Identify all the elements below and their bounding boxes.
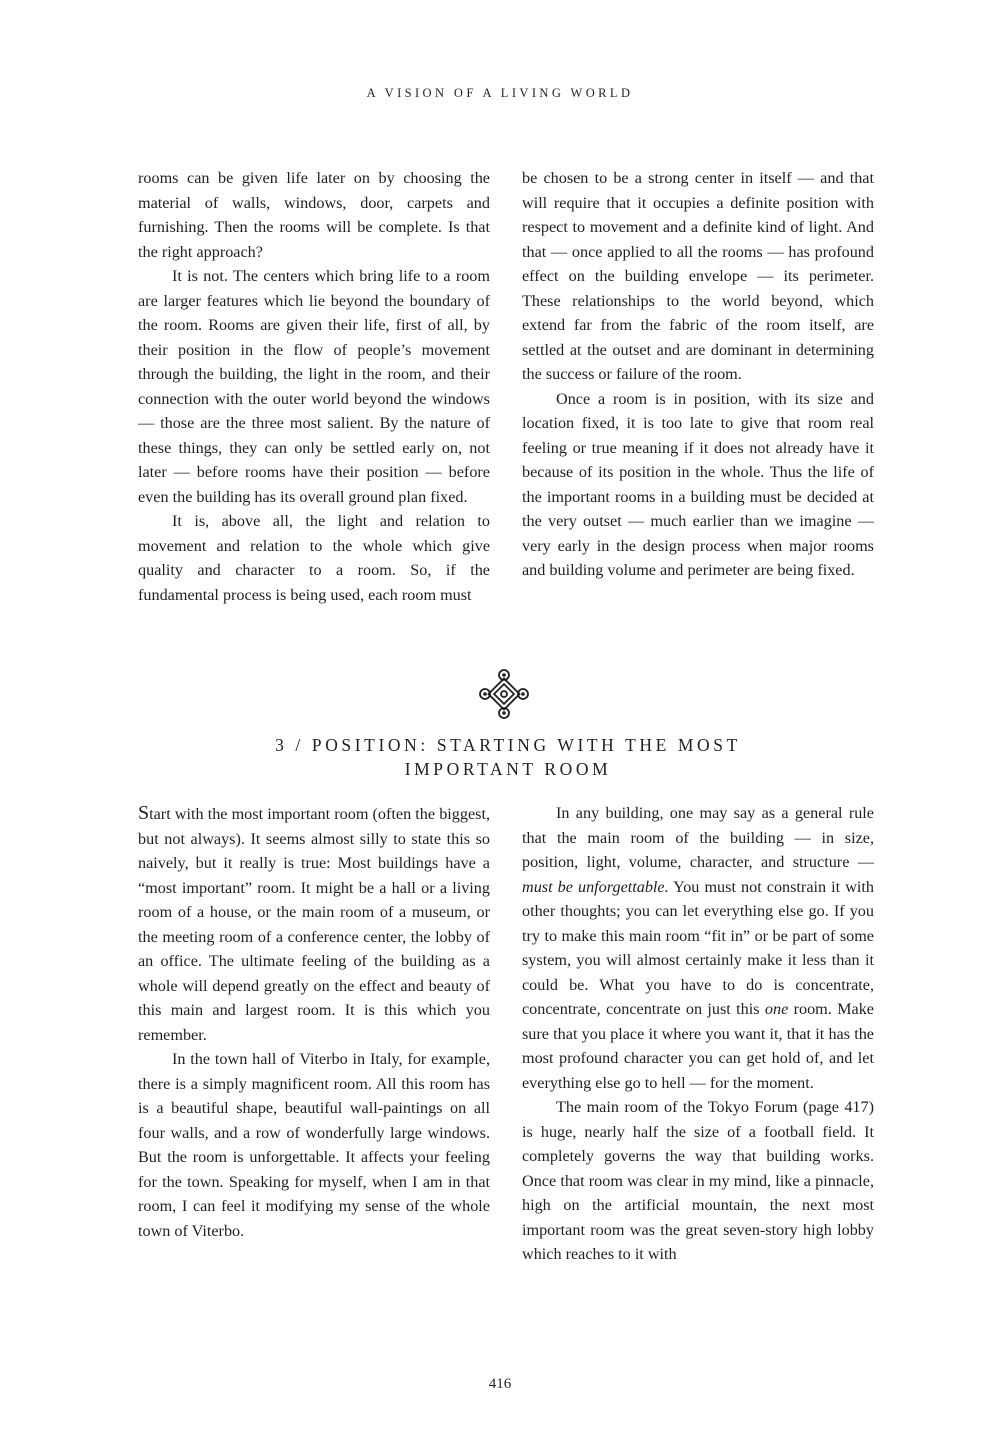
paragraph: rooms can be given life later on by choosing the material of walls, windows, door, carpets and furnishing. Then the rooms will be complete. Is that the right approach? [138,169,490,261]
paragraph: It is, above all, the light and relation to movement and relation to the whole which give quality and character to a room. So, if the fundamental process is being used, each room must [138,512,490,604]
paragraph: be chosen to be a strong center in itself — and that will require that it occupies a definite position with respect to movement and a definite kind of light. And that — once applied to all the rooms — has profound effect on the building envelope — its perimeter. These relationships to the world beyond, which extend far from the fabric of the room itself, are settled at the outset and are dominant in determining the success or failure of the room. [522,169,874,383]
top-right-column [522,166,874,583]
paragraph: It is not. The centers which bring life to a room are larger features which lie beyond the boundary of the room. Rooms are given their life, first of all, by their position in the flow of people’s movement through the building, the light in the room, and their connection with the outer world beyond the windows — those are the three most salient. By the nature of these things, they can only be settled early on, not later — before rooms have their position — before even the building has its overall ground plan fixed. [138,267,490,506]
paragraph [522,801,874,1095]
text-run: room. Make sure that you place it where you want it, that it has the most profound character you can get hold of, and let everything else go to hell — for the moment. [522,1000,874,1092]
bottom-right-column [522,801,874,1267]
text-run: You must not constrain it with other thoughts; you can let everything else go. If you try to make this main room “fit in” or be part of some system, you will almost certainly make it less than it could be. What you have to do is concentrate, concentrate, concentrate on just this [522,877,875,1018]
page-number: 416 [488,1376,512,1392]
top-left-column [138,166,490,607]
paragraph: The main room of the Tokyo Forum (page 417) is huge, nearly half the size of a football field. It completely governs the way that building works. Once that room was clear in my mind, like a pinnacle, high on the artificial mountain, the next most important room was the great seven-story high lobby which reaches to it with [522,1098,874,1263]
paragraph [138,801,490,1047]
emphasis: must be unforgettable. [522,877,669,896]
running-head: A VISION OF A LIVING WORLD [366,86,634,100]
emphasis: one [764,1000,789,1018]
bottom-left-column [138,801,490,1243]
section-title-line: 3 / POSITION: STARTING WITH THE MOST [275,735,741,755]
section-title [150,733,866,781]
drop-cap: S [138,802,150,824]
text-run: In any building, one may say as a general rule that the main room of the building — in size, position, light, volume, character, and structure — [522,804,874,871]
paragraph: Once a room is in position, with its size and location fixed, it is too late to give that room real feeling or true meaning if it does not already have it because of its position in the whole. Thus the life of the important rooms in a building must be decided at the very outset — much earlier than we imagine — very early in the design process when major rooms and building volume and perimeter are being fixed. [522,389,874,579]
paragraph: In the town hall of Viterbo in Italy, for example, there is a simply magnificent room. All this room has is a beautiful shape, beautiful wall-paintings on all four walls, and a row of wonderfully large windows. But the room is unforgettable. It affects your feeling for the town. Speaking for myself, when I am in that room, I can feel it modifying my sense of the whole town of Viterbo. [138,1050,490,1240]
quatrefoil-ornament-icon [478,668,530,720]
section-title-line: IMPORTANT ROOM [404,759,612,779]
paragraph-text: tart with the most important room (often the biggest, but not always). It seems almost silly to state this so naively, but it really is true: Most buildings have a “most important” room. It might be a hall or a living room of a house, or the main room of a museum, or the meeting room of a conference center, the lobby of an office. The ultimate feeling of the building as a whole will depend greatly on the effect and beauty of this main and largest room. It is this which you remember. [138,805,490,1044]
